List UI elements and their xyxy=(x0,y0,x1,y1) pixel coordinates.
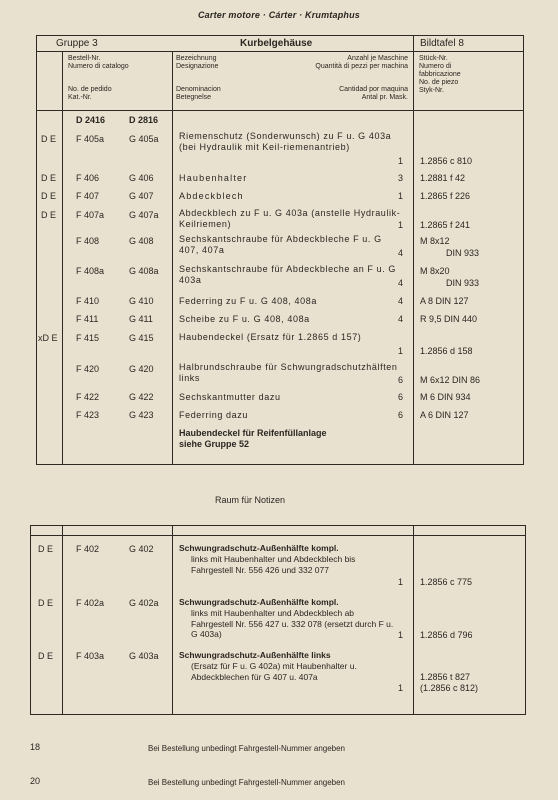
col-part-no: Stück-Nr. Numero di fabbricazione No. de piezo Styk-Nr. xyxy=(419,55,461,94)
catalog-page: Carter motore · Cárter · Krumtaphus Gruppe 3 Kurbelgehäuse Bildtafel 8 Bestell-Nr. Numero di catalogo No. de pedido Kat.-Nr. Bezeichnung Designazione Denominacion Betegnelse Anzahl je Maschine Quantità di pezzi per machina Cantidad por maquina Antal pr. Mask. Stück-Nr. Numero di fabbricazione No. de piezo Styk-Nr. D 2416 D 2816 D E F 405a G 405a Riemenschutz (Sonderwunsch) zu F u. G 403a (bei Hydraulik mit Keil-riemenantrieb) 1 1.2856 c 810 D E F 406 G 406 Haubenhalter 3 1.2881 f 42 D E F 407 G 407 Abdeckblech 1 1.2865 f 226 D E F 407a G 407a Abdeckblech zu F u. G 403a (anstelle Hydraulik-Keilriemen) 1 1.2865 f 241 F 408 G 408 Sechskantschraube für Abdeckbleche F u. G 407, 407a 4 M 8x12 DIN 933 F 408a G 408a Sechskantschraube für Abdeckbleche an F u. G 403a 4 M 8x20 DIN 933 F 410 G 410 Federring zu F u. G 408, 408a 4 A 8 DIN 127 F 411 G 411 Scheibe zu F u. G 408, 408a 4 R 9,5 DIN 440 xD E F 415 G 415 Haubendeckel (Ersatz für 1.2865 d 157) 1 1.2856 d 158 F 420 G 420 Halbrundschraube für Schwungradschutzhälften links 6 M 6x12 DIN 86 F 422 G 422 Sechskantmutter dazu 6 M 6 DIN 934 F 423 G 423 Federring dazu 6 A 6 DIN 127 Haubendeckel für Reifenfüllanlage siehe Gruppe 52 Raum für Notizen D E F 402 G 402 Schwungradschutz-Außenhälfte kompl. links mit Haubenhalter und Abdeckblech bis Fahrgestell Nr. 556 426 und 332 077 1 1.2856 c 775 D E F 402a G 402a Schwungradschutz-Außenhälfte kompl. links mit Haubenhalter und Abdeckblech ab Fahrgestell Nr. 556 427 u. 332 078 (ersetzt durch F u. G 403a) 1 1.2856 d 796 D E F 403a G 403a Schwungradschutz-Außenhälfte links (Ersatz für F u. G 402a) mit Haubenhalter u. Abdeckblechen für G 407 u. 407a 1 1.2856 t 827 (1.2856 c 812) 18 Bei Bestellung unbedingt Fahrgestell-Nummer angeben 20 Bei Bestellung unbedingt Fahrgestell-Nummer angeben xyxy=(0,0,558,800)
notes-title: Raum für Notizen xyxy=(215,495,286,505)
page-number-18: 18 xyxy=(30,742,41,752)
col-order-no-b: No. de pedido Kat.-Nr. xyxy=(68,86,112,101)
plate-label: Bildtafel 8 xyxy=(420,38,464,49)
col-order-no: Bestell-Nr. Numero di catalogo xyxy=(68,55,129,70)
page-header: Carter motore · Cárter · Krumtaphus xyxy=(197,10,361,20)
footer-note-2: Bei Bestellung unbedingt Fahrgestell-Nummer angeben xyxy=(148,778,346,787)
page-number-20: 20 xyxy=(30,776,41,786)
col-designation: Bezeichnung Designazione xyxy=(176,55,219,70)
col-quantity: Anzahl je Maschine Quantità di pezzi per machina xyxy=(315,55,408,70)
col-quantity-b: Cantidad por maquina Antal pr. Mask. xyxy=(339,86,408,101)
footer-note-1: Bei Bestellung unbedingt Fahrgestell-Nummer angeben xyxy=(148,744,346,753)
section-title: Kurbelgehäuse xyxy=(240,38,313,49)
model-code-a: D 2416 xyxy=(76,115,106,125)
group-label: Gruppe 3 xyxy=(56,38,98,49)
model-code-b: D 2816 xyxy=(129,115,159,125)
group-reference-note: Haubendeckel für Reifenfüllanlage siehe Gruppe 52 xyxy=(179,428,327,449)
col-designation-b: Denominacion Betegnelse xyxy=(176,86,221,101)
